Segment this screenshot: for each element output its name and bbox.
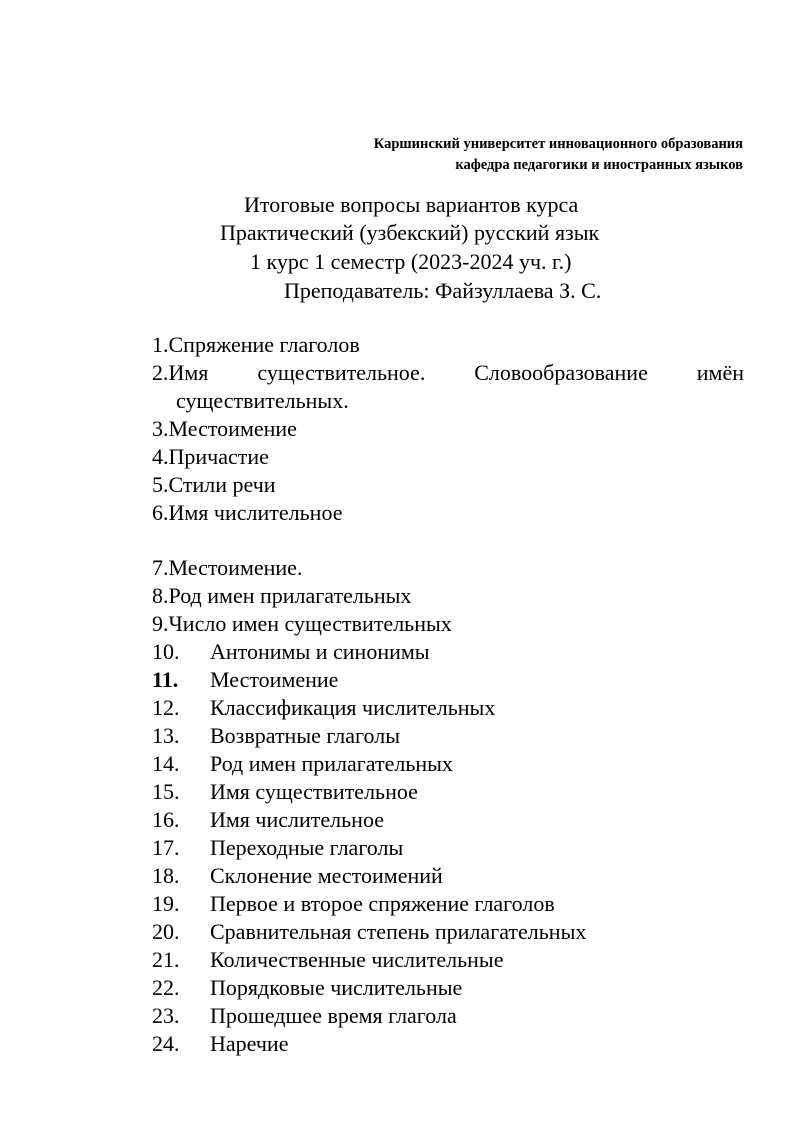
item-number: 10. <box>152 639 180 664</box>
title-line-3: 1 курс 1 семестр (2023-2024 уч. г.) <box>250 249 572 274</box>
list-item <box>152 471 744 499</box>
item-text: Местоимение. <box>168 555 303 580</box>
list-item <box>152 890 744 918</box>
list-item <box>152 946 744 974</box>
item-text: Антонимы и синонимы <box>210 639 430 664</box>
department-name: кафедра педагогики и иностранных языков <box>455 157 743 173</box>
question-list-part-2 <box>152 554 744 1058</box>
list-item <box>152 582 744 610</box>
item-number: 22. <box>152 975 180 1000</box>
item-number: 7. <box>152 555 169 580</box>
list-item <box>152 359 744 415</box>
teacher-line: Преподаватель: Файзуллаева З. С. <box>284 278 602 303</box>
item-text: Сравнительная степень прилагательных <box>210 919 587 944</box>
item-number: 23. <box>152 1003 180 1028</box>
item-text: Переходные глаголы <box>210 835 404 860</box>
item-text-word: имён <box>696 360 744 385</box>
list-item <box>152 806 744 834</box>
list-item <box>152 834 744 862</box>
document-header <box>374 134 743 176</box>
title-line-2: Практический (узбекский) русский язык <box>220 220 600 245</box>
item-number: 3. <box>152 416 169 441</box>
item-text: Порядковые числительные <box>210 975 463 1000</box>
item-number: 5. <box>152 472 169 497</box>
item-text: Имя числительное <box>210 807 384 832</box>
list-item <box>152 862 744 890</box>
item-number: 4. <box>152 444 169 469</box>
item-number: 12. <box>152 695 180 720</box>
item-text: Прошедшее время глагола <box>210 1003 457 1028</box>
item-number: 19. <box>152 891 180 916</box>
item-text: Число имен существительных <box>168 611 452 636</box>
question-list-part-1 <box>152 331 744 527</box>
item-number: 2. <box>152 360 169 385</box>
item-number: 14. <box>152 751 180 776</box>
item-text: Имя существительное <box>210 779 418 804</box>
item-text: Количественные числительные <box>210 947 504 972</box>
item-text: Возвратные глаголы <box>210 723 400 748</box>
item-text: Наречие <box>210 1031 289 1056</box>
list-item <box>152 554 744 582</box>
item-number: 16. <box>152 807 180 832</box>
item-text: Склонение местоимений <box>210 863 443 888</box>
item-text: Первое и второе спряжение глаголов <box>210 891 555 916</box>
item-text: Род имен прилагательных <box>210 751 453 776</box>
item-text: Местоимение <box>210 667 339 692</box>
item-number: 9. <box>152 611 169 636</box>
item-text: Местоимение <box>168 416 297 441</box>
item-number: 21. <box>152 947 180 972</box>
list-item <box>152 778 744 806</box>
list-item <box>152 722 744 750</box>
item-text-continuation: существительных. <box>176 388 349 413</box>
list-item <box>152 610 744 638</box>
item-number: 6. <box>152 500 169 525</box>
list-item <box>152 918 744 946</box>
item-text: Род имен прилагательных <box>168 583 412 608</box>
item-number: 17. <box>152 835 180 860</box>
item-text-word: Словообразование <box>474 360 648 385</box>
item-number: 1. <box>152 332 169 357</box>
title-line-1: Итоговые вопросы вариантов курса <box>244 192 579 217</box>
list-item <box>152 694 744 722</box>
item-text-word: Имя <box>168 360 209 385</box>
item-number: 13. <box>152 723 180 748</box>
list-item <box>152 638 744 666</box>
list-item <box>152 1002 744 1030</box>
item-number: 18. <box>152 863 180 888</box>
list-item <box>152 331 744 359</box>
item-text-word: существительное. <box>257 360 426 385</box>
item-number: 24. <box>152 1031 180 1056</box>
list-item <box>152 1030 744 1058</box>
list-item <box>152 666 744 694</box>
item-text: Стили речи <box>168 472 276 497</box>
item-number: 11. <box>152 667 179 692</box>
item-text: Причастие <box>168 444 269 469</box>
item-text: Спряжение глаголов <box>168 332 360 357</box>
list-item <box>152 415 744 443</box>
item-number: 15. <box>152 779 180 804</box>
list-item <box>152 974 744 1002</box>
university-name: Каршинский университет инновационного образования <box>373 136 743 152</box>
item-number: 20. <box>152 919 180 944</box>
list-item <box>152 499 744 527</box>
item-text: Классификация числительных <box>210 695 496 720</box>
item-text: Имя числительное <box>168 500 343 525</box>
list-item <box>152 443 744 471</box>
item-number: 8. <box>152 583 169 608</box>
list-item <box>152 750 744 778</box>
